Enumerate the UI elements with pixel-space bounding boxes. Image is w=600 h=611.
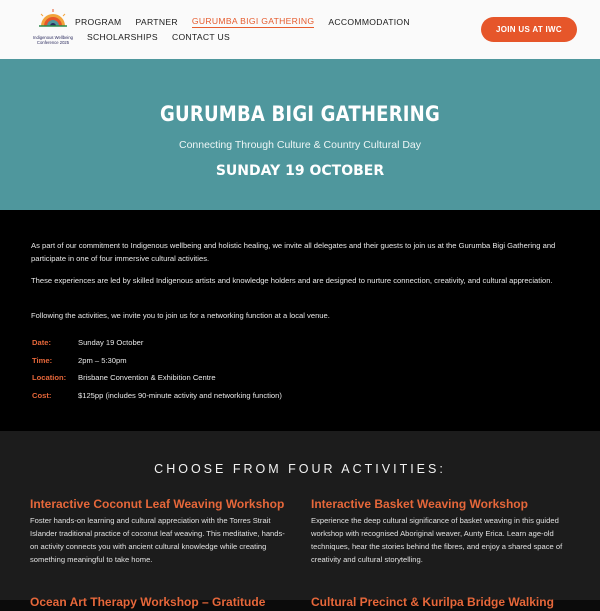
detail-label: Date: [32,338,51,348]
detail-value: Sunday 19 October [78,338,144,348]
page-title: GURUMBA BIGI GATHERING [160,102,440,126]
activity-card-basket-weaving [311,495,571,566]
detail-value: Brisbane Convention & Exhibition Centre [78,373,216,383]
detail-label: Location: [32,373,67,383]
activity-title-ocean-art[interactable]: Ocean Art Therapy Workshop – Gratitude [30,595,266,609]
detail-label: Cost: [32,390,52,400]
activities-heading: CHOOSE FROM FOUR ACTIVITIES: [154,462,446,476]
sun-logo-icon [38,8,68,34]
activity-title-cultural-precinct[interactable]: Cultural Precinct & Kurilpa Bridge Walking [311,595,554,609]
nav-item-partner[interactable]: PARTNER [135,17,178,27]
page-subtitle: Connecting Through Culture & Country Cultural Day [178,139,421,151]
logo-text: Indigenous Wellbeing Conference 2025 [33,35,73,45]
activity-description: Experience the deep cultural significance of basket weaving in this guided workshop with recognised Aboriginal weaver, Aunty Erica. Learn age-old techniques, hear the stories behind the fibres, and enjoy a shared space of creativity and cultural storytelling. [311,516,563,564]
intro-paragraph-3: Following the activities, we invite you to join us for a networking function at a local venue. [31,311,330,320]
intro-section [0,210,600,431]
activities-section [0,431,600,609]
detail-label: Time: [32,355,53,365]
nav-row-1 [75,14,410,30]
join-us-button[interactable]: JOIN US AT IWC [481,17,577,42]
activity-title[interactable]: Interactive Coconut Leaf Weaving Workshop [30,497,285,511]
event-date-heading: SUNDAY 19 OCTOBER [215,163,385,179]
nav-item-gurumba-bigi-gathering[interactable]: GURUMBA BIGI GATHERING [191,16,315,26]
detail-row-date [32,334,282,352]
detail-row-location [32,369,282,387]
detail-value: 2pm – 5:30pm [78,355,127,365]
nav-row-2 [87,30,244,44]
nav-item-program[interactable]: PROGRAM [75,17,122,27]
activity-title[interactable]: Interactive Basket Weaving Workshop [311,497,528,511]
detail-value: $125pp (includes 90-minute activity and networking function) [78,390,282,400]
detail-row-time [32,352,282,370]
logo[interactable] [28,8,78,54]
activity-description: Foster hands-on learning and cultural appreciation with the Torres Strait Islander traditional practice of coconut leaf weaving. This meditative, hands-on activity connects you with ancient cultural knowledge while creating something meaningful to take home. [30,516,285,564]
event-details [32,334,282,404]
nav-item-accommodation[interactable]: ACCOMMODATION [328,17,410,27]
activity-card-coconut-weaving [30,495,290,566]
main-nav [75,14,410,42]
nav-item-contact-us[interactable]: CONTACT US [171,32,231,42]
site-header [0,0,600,59]
detail-row-cost [32,387,282,405]
intro-paragraph-1: As part of our commitment to Indigenous wellbeing and holistic healing, we invite all delegates and their guests to join us at the Gurumba Bigi Gathering and participate in one of four immersive cultural activities. [31,241,556,263]
nav-item-scholarships[interactable]: SCHOLARSHIPS [87,32,158,42]
intro-paragraph-2: These experiences are led by skilled Indigenous artists and knowledge holders and are designed to nurture connection, creativity, and cultural appreciation. [31,276,553,285]
hero-banner [0,59,600,210]
